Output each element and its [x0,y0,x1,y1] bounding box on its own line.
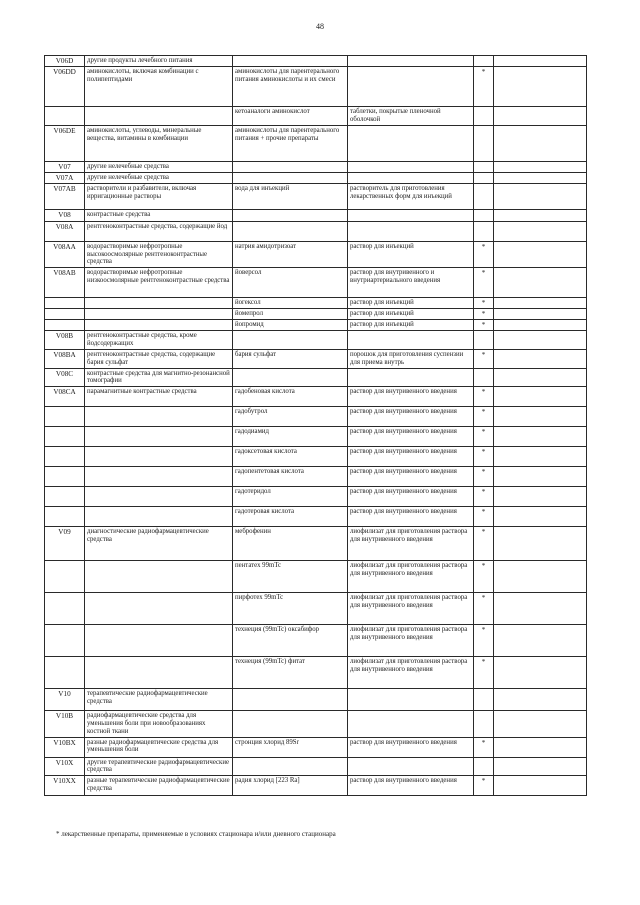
drug-name-cell [233,173,348,184]
inpatient-mark-cell: * [474,387,494,407]
atc-code-cell: V08AA [45,241,85,267]
table-row [45,757,587,776]
empty-cell [494,625,587,657]
group-name-cell: водорастворимые нефротропные высокоосмолярные рентгеноконтрастные средства [85,241,233,267]
table-row [45,737,587,757]
inpatient-mark-cell [474,107,494,126]
group-name-cell: радиофармацевтические средства для уменьшения боли при новообразованиях костной ткани [85,711,233,737]
atc-code-cell: V10B [45,711,85,737]
dosage-form-cell: раствор для внутривенного и внутриартериального введения [348,268,474,298]
group-name-cell: растворители и разбавители, включая ирригационные растворы [85,184,233,210]
dosage-form-cell [348,689,474,711]
atc-code-cell [45,593,85,625]
group-name-cell: аминокислоты, углеводы, минеральные вещества, витамины в комбинации [85,125,233,161]
atc-code-cell [45,427,85,447]
group-name-cell: разные радиофармацевтические средства для уменьшения боли [85,737,233,757]
atc-code-cell [45,107,85,126]
group-name-cell [85,298,233,309]
inpatient-mark-cell [474,210,494,221]
atc-code-cell: V09 [45,527,85,561]
empty-cell [494,737,587,757]
table-row [45,527,587,561]
group-name-cell: водорастворимые нефротропные низкоосмолярные рентгеноконтрастные средства [85,268,233,298]
group-name-cell: другие нелечебные средства [85,161,233,172]
inpatient-mark-cell [474,221,494,241]
dosage-form-cell: раствор для внутривенного введения [348,447,474,467]
drug-name-cell: вода для инъекций [233,184,348,210]
table-row [45,657,587,689]
dosage-form-cell: раствор для внутривенного введения [348,407,474,427]
drug-name-cell: гадотеридол [233,487,348,507]
dosage-form-cell [348,221,474,241]
drug-name-cell: гадоксетовая кислота [233,447,348,467]
table-row [45,368,587,387]
drug-name-cell: йопромид [233,320,348,331]
group-name-cell [85,447,233,467]
atc-code-cell: V10X [45,757,85,776]
inpatient-mark-cell: * [474,507,494,527]
dosage-form-cell: лиофилизат для приготовления раствора для внутривенного введения [348,527,474,561]
drug-name-cell: стронция хлорид 89Sr [233,737,348,757]
table-row [45,467,587,487]
inpatient-mark-cell: * [474,467,494,487]
group-name-cell [85,427,233,447]
inpatient-mark-cell [474,173,494,184]
table-row [45,221,587,241]
table-row [45,268,587,298]
dosage-form-cell [348,67,474,107]
group-name-cell [85,625,233,657]
table-row [45,67,587,107]
dosage-form-cell [348,161,474,172]
group-name-cell [85,309,233,320]
dosage-form-cell: лиофилизат для приготовления раствора для внутривенного введения [348,593,474,625]
empty-cell [494,561,587,593]
table-row [45,210,587,221]
atc-code-cell: V08A [45,221,85,241]
group-name-cell [85,561,233,593]
group-name-cell [85,657,233,689]
inpatient-mark-cell: * [474,487,494,507]
empty-cell [494,320,587,331]
table-row [45,241,587,267]
drug-name-cell [233,368,348,387]
empty-cell [494,368,587,387]
atc-code-cell [45,298,85,309]
dosage-form-cell: раствор для внутривенного введения [348,507,474,527]
inpatient-mark-cell [474,125,494,161]
group-name-cell: парамагнитные контрастные средства [85,387,233,407]
dosage-form-cell [348,368,474,387]
group-name-cell: другие терапевтические радиофармацевтические средства [85,757,233,776]
group-name-cell [85,320,233,331]
inpatient-mark-cell: * [474,527,494,561]
group-name-cell [85,107,233,126]
empty-cell [494,447,587,467]
empty-cell [494,125,587,161]
empty-cell [494,593,587,625]
atc-code-cell: V08C [45,368,85,387]
inpatient-mark-cell: * [474,625,494,657]
inpatient-mark-cell: * [474,776,494,796]
atc-code-cell: V08AB [45,268,85,298]
empty-cell [494,309,587,320]
inpatient-mark-cell: * [474,447,494,467]
atc-code-cell [45,487,85,507]
table-row [45,507,587,527]
table-row [45,107,587,126]
dosage-form-cell: растворитель для приготовления лекарственных форм для инъекций [348,184,474,210]
atc-code-cell: V06D [45,56,85,67]
group-name-cell [85,467,233,487]
drug-name-cell: гадобеновая кислота [233,387,348,407]
inpatient-mark-cell: * [474,320,494,331]
dosage-form-cell: раствор для внутривенного введения [348,387,474,407]
table-row [45,56,587,67]
table-row [45,161,587,172]
group-name-cell: аминокислоты, включая комбинации с полипептидами [85,67,233,107]
atc-code-cell [45,407,85,427]
table-row [45,309,587,320]
dosage-form-cell: лиофилизат для приготовления раствора для внутривенного введения [348,561,474,593]
atc-code-cell: V08B [45,331,85,350]
atc-code-cell: V07AB [45,184,85,210]
drug-name-cell: кетоаналоги аминокислот [233,107,348,126]
dosage-form-cell: лиофилизат для приготовления раствора для внутривенного введения [348,625,474,657]
table-row [45,447,587,467]
atc-code-cell [45,561,85,593]
dosage-form-cell [348,125,474,161]
table-row [45,173,587,184]
atc-code-cell [45,309,85,320]
drug-table-body [45,56,587,796]
group-name-cell [85,487,233,507]
drug-name-cell: аминокислоты для парентерального питания + прочие препараты [233,125,348,161]
group-name-cell [85,593,233,625]
empty-cell [494,221,587,241]
empty-cell [494,107,587,126]
empty-cell [494,527,587,561]
drug-name-cell: гадопентетовая кислота [233,467,348,487]
empty-cell [494,268,587,298]
atc-code-cell: V10BX [45,737,85,757]
drug-table [44,55,587,796]
empty-cell [494,56,587,67]
inpatient-mark-cell: * [474,298,494,309]
atc-code-cell [45,507,85,527]
empty-cell [494,657,587,689]
inpatient-mark-cell [474,689,494,711]
footnote: * лекарственные препараты, применяемые в условиях стационара и/или дневного стационара [56,830,336,838]
atc-code-cell [45,320,85,331]
dosage-form-cell [348,210,474,221]
empty-cell [494,173,587,184]
inpatient-mark-cell: * [474,241,494,267]
atc-code-cell: V06DD [45,67,85,107]
inpatient-mark-cell: * [474,67,494,107]
empty-cell [494,210,587,221]
drug-name-cell: йомепрол [233,309,348,320]
table-row [45,298,587,309]
drug-name-cell: гадодиамид [233,427,348,447]
table-row [45,387,587,407]
atc-code-cell: V06DE [45,125,85,161]
drug-name-cell [233,757,348,776]
group-name-cell: рентгеноконтрастные средства, кроме йодсодержащих [85,331,233,350]
drug-name-cell: аминокислоты для парентерального питания аминокислоты и их смеси [233,67,348,107]
dosage-form-cell: порошок для приготовления суспензии для приема внутрь [348,349,474,368]
dosage-form-cell: лиофилизат для приготовления раствора для внутривенного введения [348,657,474,689]
drug-name-cell [233,331,348,350]
table-row [45,184,587,210]
dosage-form-cell: раствор для инъекций [348,309,474,320]
inpatient-mark-cell: * [474,349,494,368]
table-row [45,331,587,350]
empty-cell [494,241,587,267]
table-row [45,349,587,368]
empty-cell [494,387,587,407]
table-row [45,625,587,657]
group-name-cell: диагностические радиофармацевтические средства [85,527,233,561]
atc-code-cell [45,625,85,657]
inpatient-mark-cell [474,161,494,172]
group-name-cell: терапевтические радиофармацевтические средства [85,689,233,711]
atc-code-cell: V10 [45,689,85,711]
inpatient-mark-cell: * [474,309,494,320]
empty-cell [494,184,587,210]
drug-name-cell: гадобутрол [233,407,348,427]
inpatient-mark-cell: * [474,268,494,298]
drug-name-cell: гадотеровая кислота [233,507,348,527]
table-row [45,487,587,507]
dosage-form-cell: раствор для инъекций [348,298,474,309]
inpatient-mark-cell [474,711,494,737]
atc-code-cell: V07A [45,173,85,184]
drug-name-cell: радия хлорид [223 Ra] [233,776,348,796]
atc-code-cell: V08CA [45,387,85,407]
empty-cell [494,331,587,350]
drug-name-cell [233,56,348,67]
empty-cell [494,689,587,711]
dosage-form-cell [348,173,474,184]
table-row [45,320,587,331]
dosage-form-cell [348,56,474,67]
table-row [45,407,587,427]
dosage-form-cell: раствор для инъекций [348,241,474,267]
atc-code-cell: V07 [45,161,85,172]
drug-name-cell: йогексол [233,298,348,309]
drug-name-cell: технеция (99mTc) фитат [233,657,348,689]
inpatient-mark-cell: * [474,737,494,757]
dosage-form-cell: раствор для инъекций [348,320,474,331]
inpatient-mark-cell [474,757,494,776]
drug-name-cell: пирфотех 99mTc [233,593,348,625]
atc-code-cell: V08BA [45,349,85,368]
drug-name-cell: технеция (99mTc) оксабифор [233,625,348,657]
group-name-cell: рентгеноконтрастные средства, содержащие бария сульфат [85,349,233,368]
dosage-form-cell: раствор для внутривенного введения [348,427,474,447]
inpatient-mark-cell [474,184,494,210]
empty-cell [494,467,587,487]
drug-name-cell: меброфенин [233,527,348,561]
empty-cell [494,161,587,172]
drug-name-cell: бария сульфат [233,349,348,368]
empty-cell [494,711,587,737]
atc-code-cell [45,467,85,487]
drug-name-cell [233,689,348,711]
atc-code-cell [45,657,85,689]
group-name-cell: контрастные средства для магнитно-резонансной томографии [85,368,233,387]
drug-name-cell: натрия амидотризоат [233,241,348,267]
dosage-form-cell: раствор для внутривенного введения [348,467,474,487]
group-name-cell [85,507,233,527]
empty-cell [494,67,587,107]
empty-cell [494,487,587,507]
drug-name-cell: йоверсол [233,268,348,298]
drug-name-cell: пентатех 99mTc [233,561,348,593]
empty-cell [494,349,587,368]
inpatient-mark-cell: * [474,657,494,689]
inpatient-mark-cell [474,368,494,387]
group-name-cell [85,407,233,427]
table-row [45,593,587,625]
drug-name-cell [233,221,348,241]
group-name-cell: другие продукты лечебного питания [85,56,233,67]
table-row [45,561,587,593]
empty-cell [494,427,587,447]
dosage-form-cell: таблетки, покрытые пленочной оболочкой [348,107,474,126]
inpatient-mark-cell [474,331,494,350]
table-row [45,125,587,161]
drug-name-cell [233,210,348,221]
page-number: 48 [316,22,324,31]
empty-cell [494,298,587,309]
empty-cell [494,776,587,796]
inpatient-mark-cell: * [474,561,494,593]
table-row [45,427,587,447]
dosage-form-cell: раствор для внутривенного введения [348,487,474,507]
dosage-form-cell [348,757,474,776]
group-name-cell: другие нелечебные средства [85,173,233,184]
group-name-cell: рентгеноконтрастные средства, содержащие йод [85,221,233,241]
table-row [45,689,587,711]
inpatient-mark-cell [474,56,494,67]
table-row [45,776,587,796]
atc-code-cell: V08 [45,210,85,221]
dosage-form-cell [348,711,474,737]
dosage-form-cell: раствор для внутривенного введения [348,737,474,757]
inpatient-mark-cell: * [474,407,494,427]
group-name-cell: контрастные средства [85,210,233,221]
empty-cell [494,407,587,427]
inpatient-mark-cell: * [474,593,494,625]
atc-code-cell [45,447,85,467]
dosage-form-cell: раствор для внутривенного введения [348,776,474,796]
drug-name-cell [233,161,348,172]
inpatient-mark-cell: * [474,427,494,447]
group-name-cell: разные терапевтические радиофармацевтические средства [85,776,233,796]
table-row [45,711,587,737]
dosage-form-cell [348,331,474,350]
empty-cell [494,507,587,527]
drug-name-cell [233,711,348,737]
empty-cell [494,757,587,776]
atc-code-cell: V10XX [45,776,85,796]
